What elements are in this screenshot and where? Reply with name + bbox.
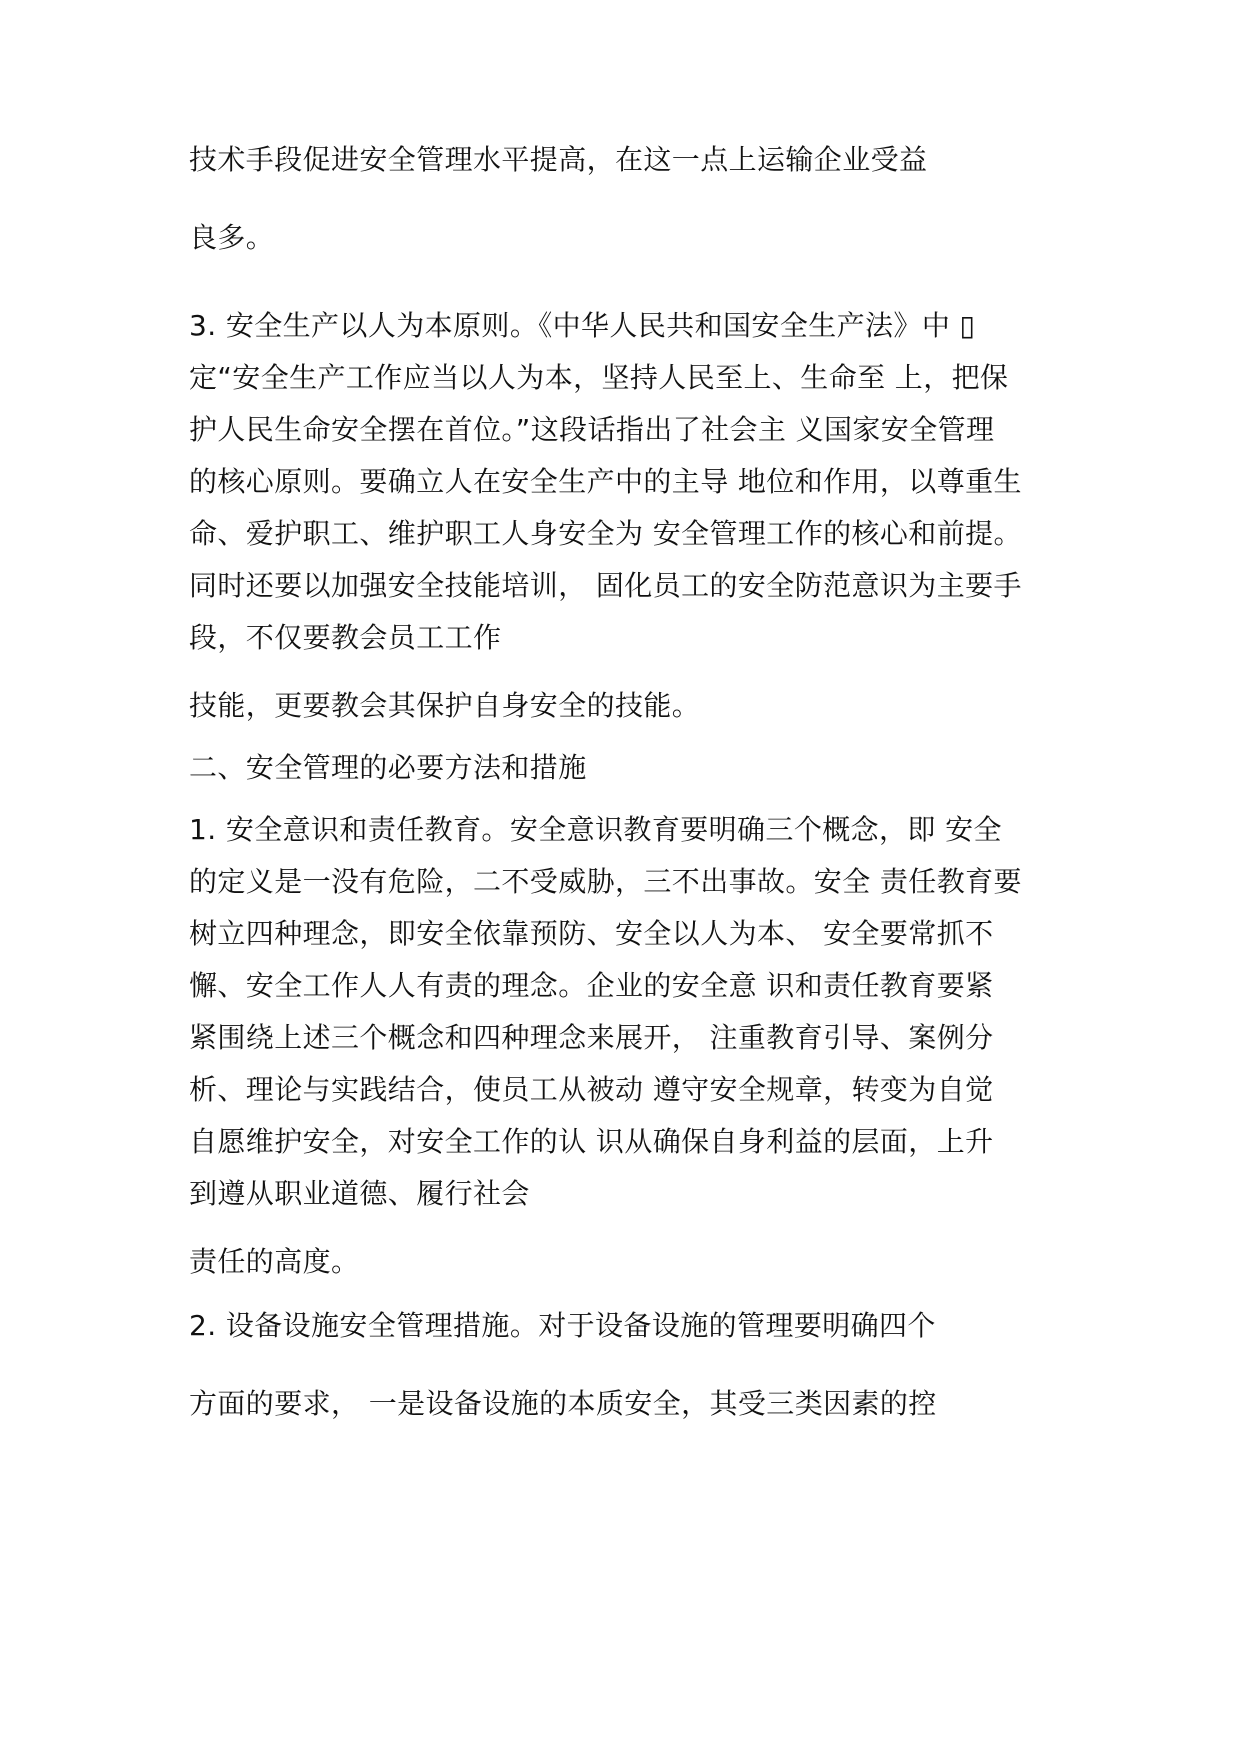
text-line: 方面的要求， 一是设备设施的本质安全，其受三类因素的控 (189, 1387, 937, 1420)
text-line: 1. 安全意识和责任教育。安全意识教育要明确三个概念，即 安全 (189, 813, 1002, 846)
text-line: 段，不仅要教会员工工作 (189, 621, 502, 654)
text-line: 到遵从职业道德、履行社会 (189, 1177, 530, 1210)
text-line: 的定义是一没有危险，二不受威胁，三不出事故。安全 责任教育要 (189, 865, 1022, 898)
text-line: 技术手段促进安全管理水平提高，在这一点上运输企业受益 (189, 143, 928, 176)
text-line: 析、理论与实践结合，使员工从被动 遵守安全规章，转变为自觉 (189, 1073, 994, 1106)
text-line: 2. 设备设施安全管理措施。对于设备设施的管理要明确四个 (189, 1309, 936, 1342)
text-line: 责任的高度。 (189, 1245, 360, 1278)
text-line: 良多。 (189, 221, 275, 254)
text-line: 命、爱护职工、维护职工人身安全为 安全管理工作的核心和前提。 (189, 517, 1022, 550)
text-line: 同时还要以加强安全技能培训， 固化员工的安全防范意识为主要手 (189, 569, 1022, 602)
text-line: 树立四种理念，即安全依靠预防、安全以人为本、 安全要常抓不 (189, 917, 994, 950)
text-line: 自愿维护安全，对安全工作的认 识从确保自身利益的层面，上升 (189, 1125, 994, 1158)
text-line: 的核心原则。要确立人在安全生产中的主导 地位和作用，以尊重生 (189, 465, 1022, 498)
text-line: 懈、安全工作人人有责的理念。企业的安全意 识和责任教育要紧 (189, 969, 994, 1002)
text-line: 定“安全生产工作应当以人为本，坚持人民至上、生命至 上，把保 (189, 361, 1009, 394)
text-line: 护人民生命安全摆在首位。”这段话指出了社会主 义国家安全管理 (189, 413, 995, 446)
section-heading: 二、安全管理的必要方法和措施 (189, 751, 587, 784)
text-line: 3. 安全生产以人为本原则。《中华人民共和国安全生产法》中 ▯ (189, 309, 976, 342)
text-line: 技能，更要教会其保护自身安全的技能。 (189, 689, 701, 722)
text-line: 紧围绕上述三个概念和四种理念来展开， 注重教育引导、案例分 (189, 1021, 994, 1054)
